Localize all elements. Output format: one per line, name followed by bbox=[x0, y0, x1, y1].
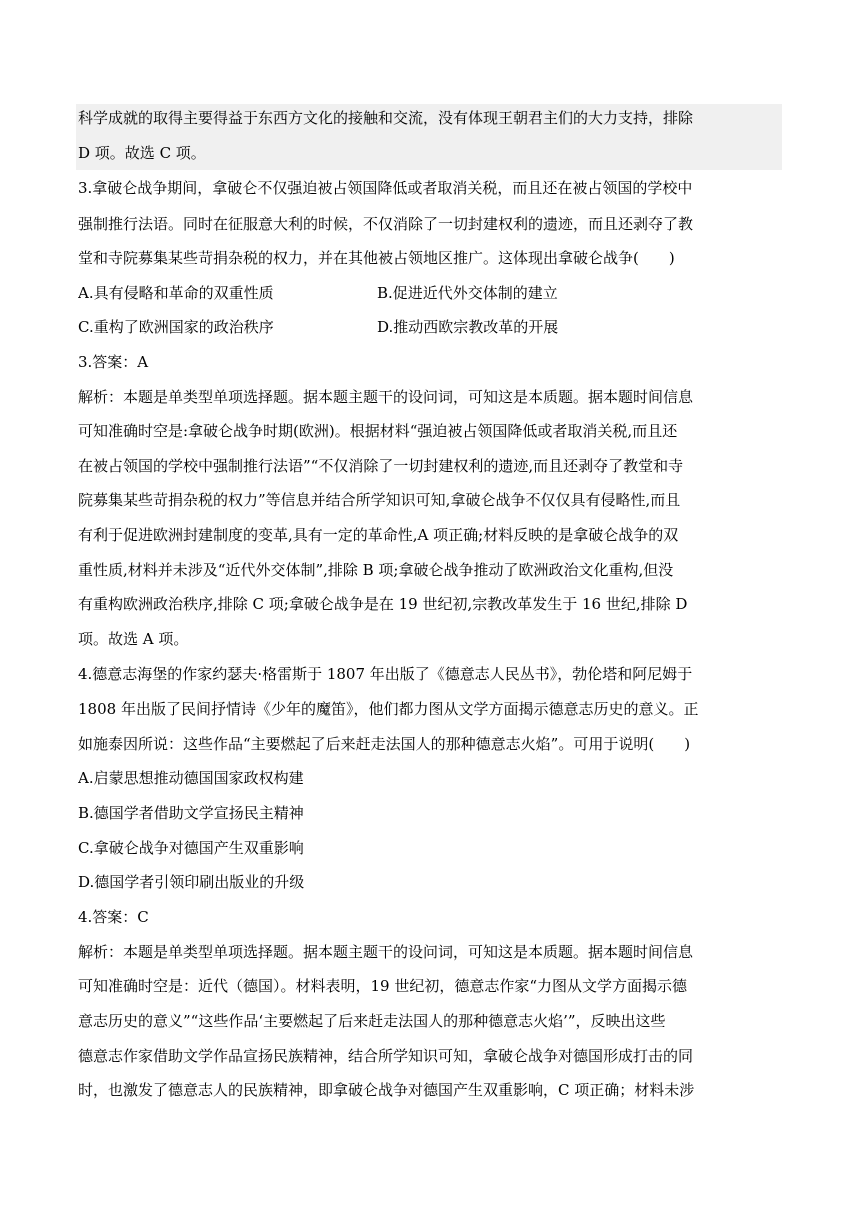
continuation-line-1: 科学成就的取得主要得益于东西方文化的接触和交流，没有体现王朝君主们的大力支持，排除 bbox=[78, 109, 694, 127]
q3-analysis-line-4: 院募集某些苛捐杂税的权力”等信息并结合所学知识可知,拿破仑战争不仅仅具有侵略性,而且 bbox=[78, 491, 681, 509]
q4-option-a: A.启蒙思想推动德国国家政权构建 bbox=[78, 769, 304, 787]
q3-answer: 3.答案：A bbox=[78, 353, 149, 371]
q4-stem-line-3: 如施泰因所说：这些作品“主要燃起了后来赶走法国人的那种德意志火焰”。可用于说明( ) bbox=[78, 735, 691, 753]
q3-analysis-line-1: 解析：本题是单类型单项选择题。据本题主题干的设问词，可知这是本质题。据本题时间信息 bbox=[78, 388, 694, 406]
q3-stem-line-3: 堂和寺院募集某些苛捐杂税的权力，并在其他被占领地区推广。这体现出拿破仑战争( ) bbox=[78, 249, 675, 267]
q3-option-b: B.促进近代外交体制的建立 bbox=[377, 284, 558, 302]
q4-answer: 4.答案：C bbox=[78, 908, 149, 926]
q3-stem-line-1: 3.拿破仑战争期间，拿破仑不仅强迫被占领国降低或者取消关税，而且还在被占领国的学校中 bbox=[78, 179, 693, 197]
continuation-line-2: D 项。故选 C 项。 bbox=[78, 144, 206, 162]
q4-analysis-line-5: 时，也激发了德意志人的民族精神，即拿破仑战争对德国产生双重影响，C 项正确；材料未涉 bbox=[78, 1081, 695, 1099]
q3-option-a: A.具有侵略和革命的双重性质 bbox=[78, 284, 274, 302]
q3-option-d: D.推动西欧宗教改革的开展 bbox=[377, 318, 559, 336]
q3-stem-line-2: 强制推行法语。同时在征服意大利的时候，不仅消除了一切封建权利的遗迹，而且还剥夺了教 bbox=[78, 215, 694, 233]
q3-analysis-line-5: 有利于促进欧洲封建制度的变革,具有一定的革命性,A 项正确;材料反映的是拿破仑战争的双 bbox=[78, 526, 679, 544]
q4-analysis-line-4: 德意志作家借助文学作品宣扬民族精神，结合所学知识可知，拿破仑战争对德国形成打击的同 bbox=[78, 1047, 694, 1065]
q4-analysis-line-1: 解析：本题是单类型单项选择题。据本题主题干的设问词，可知这是本质题。据本题时间信息 bbox=[78, 943, 694, 961]
q4-option-b: B.德国学者借助文学宣扬民主精神 bbox=[78, 804, 304, 822]
q4-option-d: D.德国学者引领印刷出版业的升级 bbox=[78, 873, 305, 891]
q3-analysis-line-3: 在被占领国的学校中强制推行法语”“不仅消除了一切封建权利的遗迹,而且还剥夺了教堂和寺 bbox=[78, 457, 684, 475]
q4-analysis-line-3: 意志历史的意义”“这些作品‘主要燃起了后来赶走法国人的那种德意志火焰’”，反映出这些 bbox=[78, 1012, 666, 1030]
q3-analysis-line-7: 有重构欧洲政治秩序,排除 C 项;拿破仑战争是在 19 世纪初,宗教改革发生于 16 世纪,排除 D bbox=[78, 595, 688, 613]
q3-analysis-line-2: 可知准确时空是:拿破仑战争时期(欧洲)。根据材料“强迫被占领国降低或者取消关税,而且还 bbox=[78, 422, 678, 440]
q3-analysis-line-6: 重性质,材料并未涉及“近代外交体制”,排除 B 项;拿破仑战争推动了欧洲政治文化重构,但没 bbox=[78, 561, 674, 579]
q4-stem-line-1: 4.德意志海堡的作家约瑟夫·格雷斯于 1807 年出版了《德意志人民丛书》，勃伦塔和阿尼姆于 bbox=[78, 665, 693, 683]
q4-analysis-line-2: 可知准确时空是：近代（德国）。材料表明，19 世纪初，德意志作家“力图从文学方面揭示德 bbox=[78, 977, 688, 995]
q4-stem-line-2: 1808 年出版了民间抒情诗《少年的魔笛》，他们都力图从文学方面揭示德意志历史的意义。正 bbox=[78, 700, 699, 718]
q3-analysis-line-8: 项。故选 A 项。 bbox=[78, 630, 189, 648]
q3-option-c: C.重构了欧洲国家的政治秩序 bbox=[78, 318, 274, 336]
q4-option-c: C.拿破仑战争对德国产生双重影响 bbox=[78, 839, 304, 857]
